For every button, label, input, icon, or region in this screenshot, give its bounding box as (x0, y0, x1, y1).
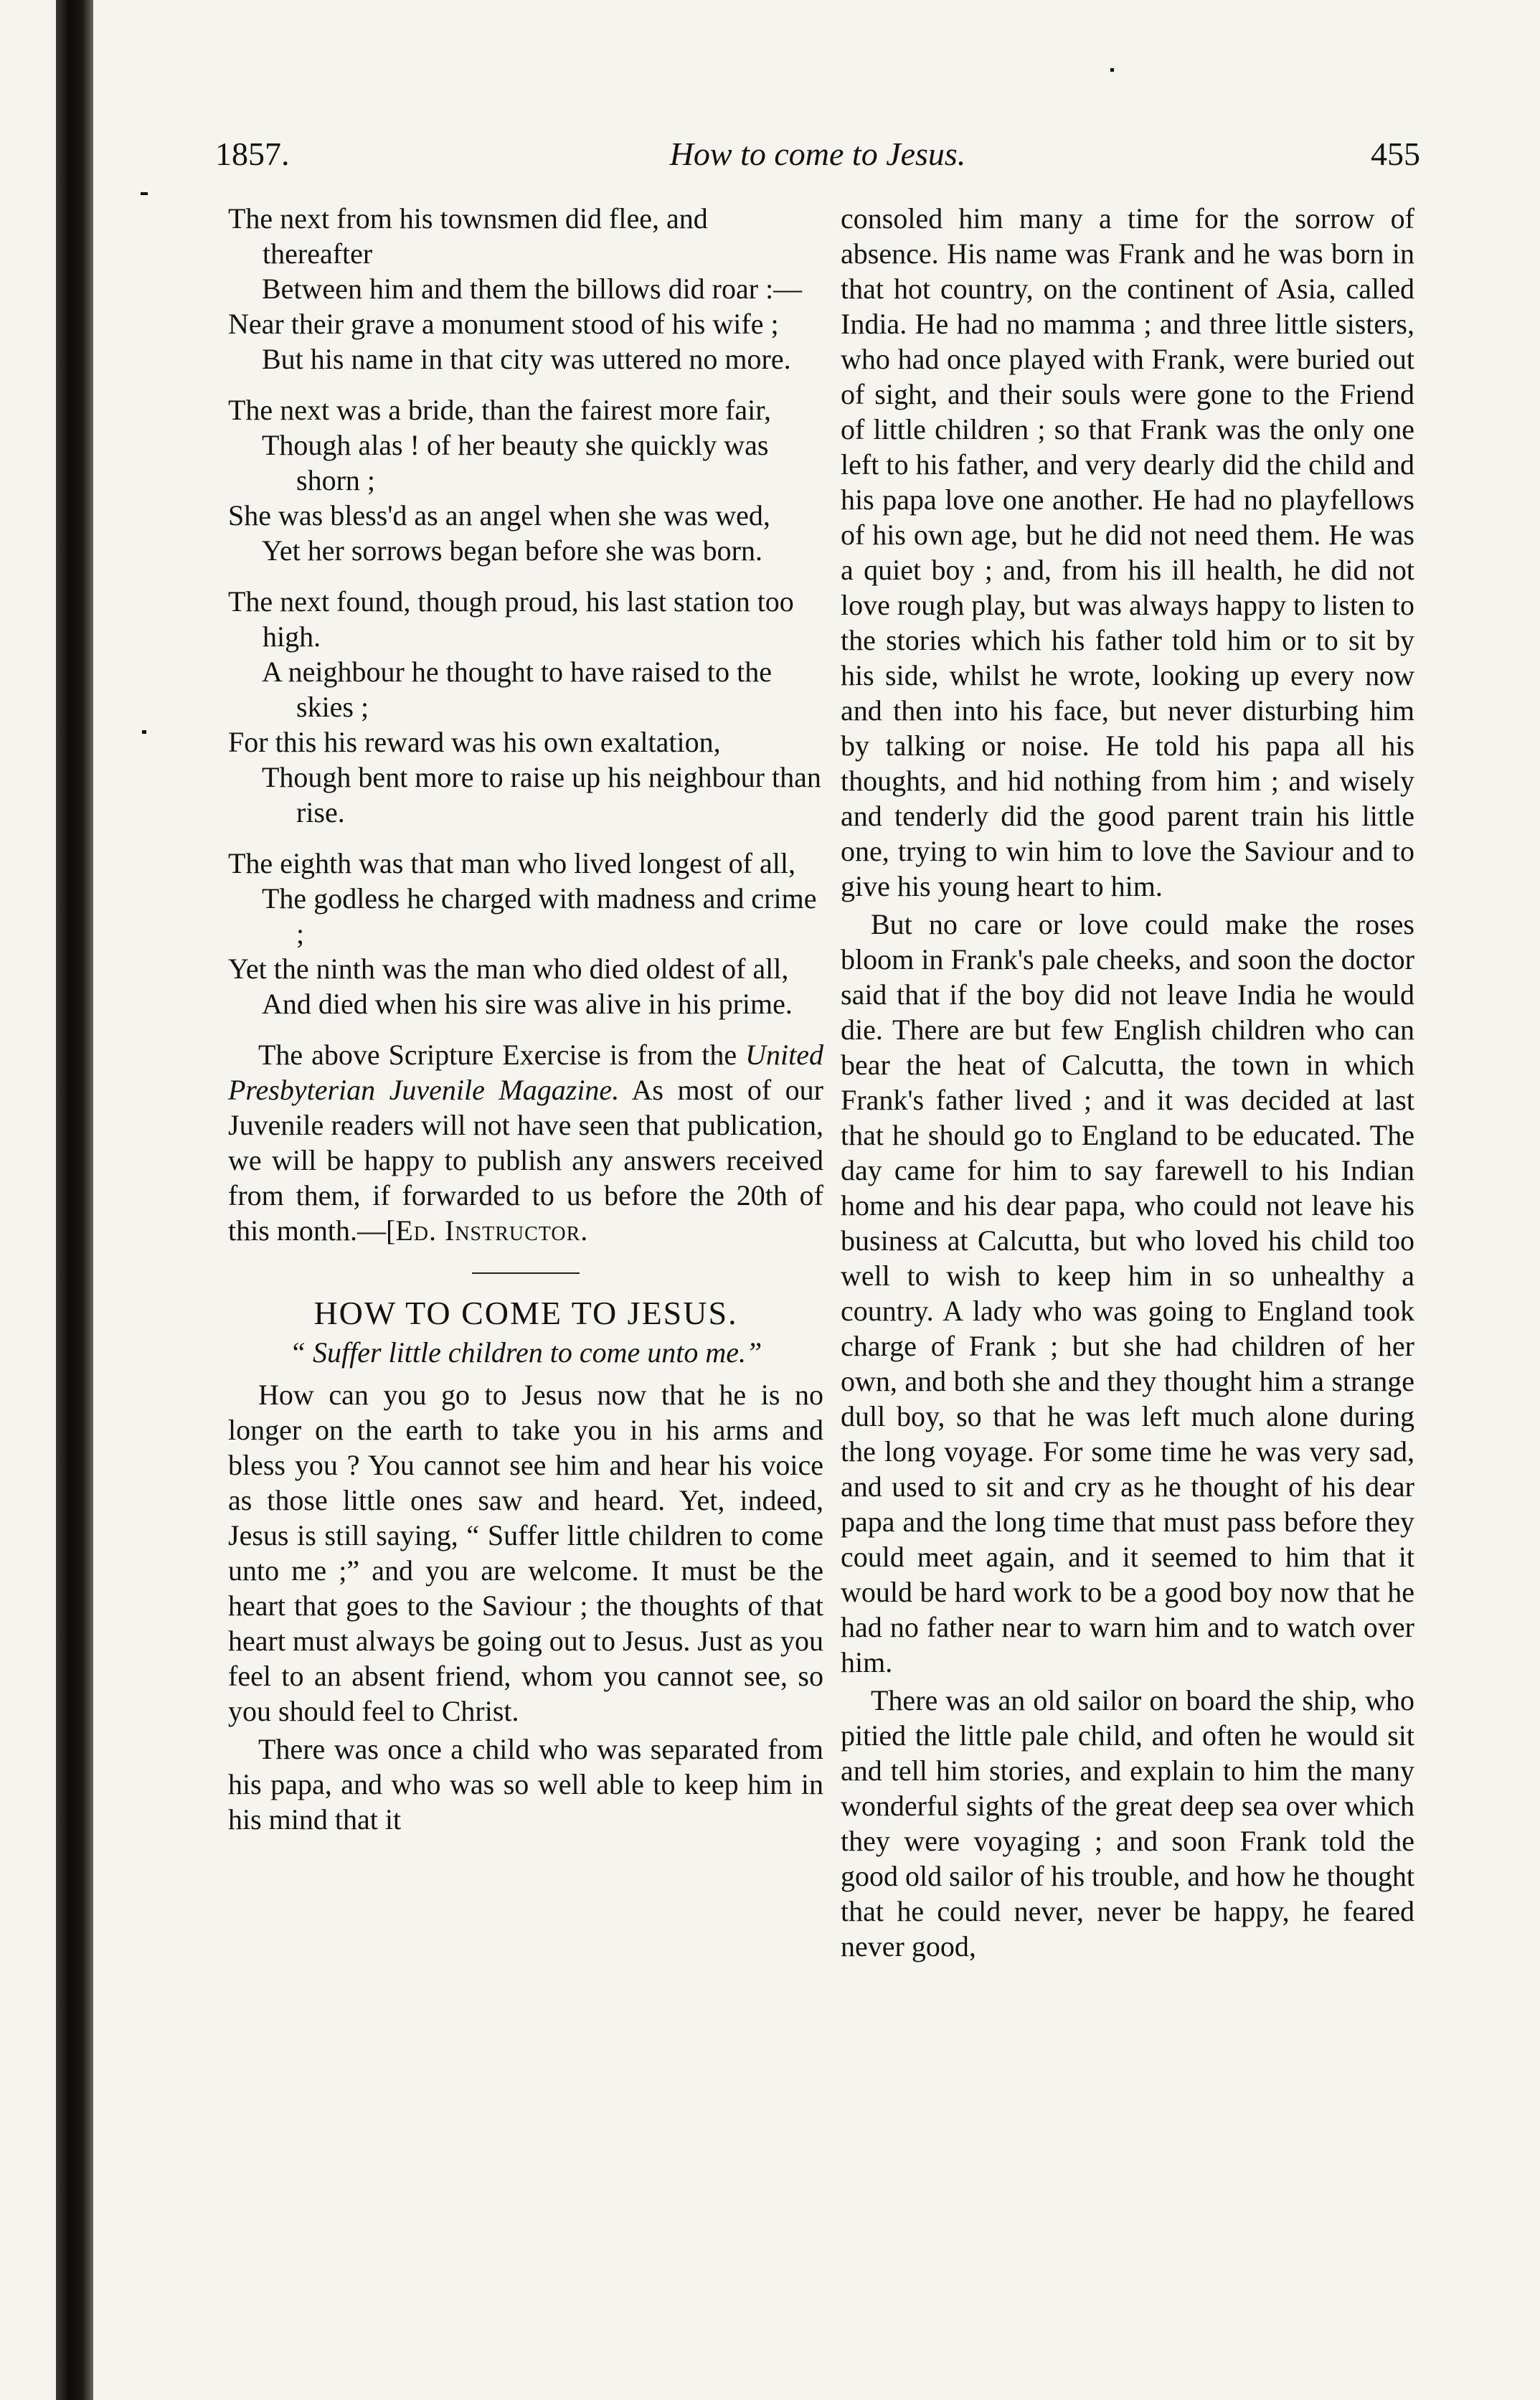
poem-line: Near their grave a monument stood of his wife ; (228, 308, 779, 340)
book-spine-shadow (56, 0, 93, 2400)
article-paragraph: There was an old sailor on board the ship, who pitied the little pale child, and often he would sit and tell him stories, and explain to him the many wonderful sights of the great deep sea over which they were voyaging ; and soon Frank told the good old sailor of his trouble, and how he thought that he could never, never be happy, he feared never good, (841, 1684, 1414, 1962)
header-year: 1857. (215, 136, 290, 172)
editor-note-text: The above Scripture Exercise is from the (258, 1039, 746, 1071)
page-number: 455 (1371, 136, 1420, 172)
poem-line: Yet her sorrows began before she was born. (262, 534, 762, 567)
right-column (841, 201, 1414, 1967)
poem-stanza (228, 392, 823, 568)
poem-line: Though bent more to raise up his neighbour than rise. (262, 761, 821, 828)
poem-line: The next was a bride, than the fairest more fair, (228, 394, 771, 426)
editor-note-text: As most of our Juvenile readers will not have seen that publication, we will be happy to publish any answers received from them, if forwarded to us before the 20th of this month.—[ (228, 1074, 823, 1247)
poem-line: But his name in that city was uttered no more. (262, 343, 791, 375)
section-divider (472, 1272, 580, 1274)
editor-signature: Ed. Instructor. (395, 1214, 589, 1247)
article-title: HOW TO COME TO JESUS. (313, 1295, 738, 1331)
ink-speck (1110, 68, 1114, 72)
article-paragraph: There was once a child who was separated from his papa, and who was so well able to keep him in his mind that it (228, 1733, 823, 1836)
poem-line: A neighbour he thought to have raised to the skies ; (262, 656, 772, 723)
poem-line: The next found, though proud, his last station too high. (228, 585, 794, 653)
poem-line: Yet the ninth was the man who died oldest of all, (228, 953, 789, 985)
running-title: How to come to Jesus. (669, 136, 966, 172)
poem-line: The godless he charged with madness and crime ; (262, 882, 817, 950)
page-header (215, 129, 1420, 179)
poem-stanza (228, 584, 823, 830)
left-column (228, 201, 823, 1840)
ink-speck (142, 730, 146, 734)
editor-note (228, 1037, 823, 1248)
poem-stanza (228, 201, 823, 377)
poem-line: She was bless'd as an angel when she was wed, (228, 499, 770, 532)
article-paragraph: But no care or love could make the roses bloom in Frank's pale cheeks, and soon the doctor said that if the boy did not leave India he would die. There are but few English children who can bear the heat of Calcutta, the town in which Frank's father lived ; and it was decided at last that he should go to England to be educated. The day came for him to say farewell to his Indian home and his dear papa, who could not leave his business at Calcutta, but who loved his child too well to wish to keep him in so unhealthy a country. A lady who was going to England took charge of Frank ; but she had children of her own, and both she and they thought him a strange dull boy, so that he was left much alone during the long voyage. For some time he was very sad, and used to sit and cry as he thought of his dear papa and the long time that must pass before they could meet again, and it seemed to him that it would be hard work to be a good boy now that he had no father near to warn him and to watch over him. (841, 908, 1414, 1678)
article-paragraph: How can you go to Jesus now that he is no longer on the earth to take you in his arms and bless you ? You cannot see him and hear his voice as those little ones saw and heard. Yet, indeed, Jesus is still saying, “ Suffer little children to come unto me ;” and you are welcome. It must be the heart that goes to the Saviour ; the thoughts of that heart must always be going out to Jesus. Just as you feel to an absent friend, whom you cannot see, so you should feel to Christ. (228, 1379, 823, 1727)
poem-line: The eighth was that man who lived longest of all, (228, 847, 795, 879)
poem-line: And died when his sire was alive in his prime. (262, 988, 793, 1020)
article-epigraph: “ Suffer little children to come unto me.” (289, 1336, 762, 1369)
article-paragraph: consoled him many a time for the sorrow of absence. His name was Frank and he was born in that hot country, on the continent of Asia, called India. He had no mamma ; and three little sisters, who had once played with Frank, were buried out of sight, and their souls were gone to the Friend of little children ; so that Frank was the only one left to his father, and very dearly did the child and his papa love one another. He had no playfellows of his own age, but he did not need them. He was a quiet boy ; and, from his ill health, he did not love rough play, but was always happy to listen to the stories which his father told him or to sit by his side, whilst he wrote, looking up every now and then into his face, but never disturbing him by talking or noise. He told his papa all his thoughts, and hid nothing from him ; and wisely and tenderly did the good parent train his little one, trying to win him to love the Saviour and to give his young heart to him. (841, 202, 1414, 902)
poem-stanza (228, 846, 823, 1021)
poem-line: The next from his townsmen did flee, and thereafter (228, 202, 708, 270)
poem-line: Between him and them the billows did roar :— (262, 273, 803, 305)
poem-line: For this his reward was his own exaltation, (228, 726, 721, 758)
publication-name: United Presbyterian Juvenile Magazine. (228, 1039, 823, 1106)
ink-speck (141, 192, 148, 195)
poem-line: Though alas ! of her beauty she quickly was shorn ; (262, 429, 769, 496)
